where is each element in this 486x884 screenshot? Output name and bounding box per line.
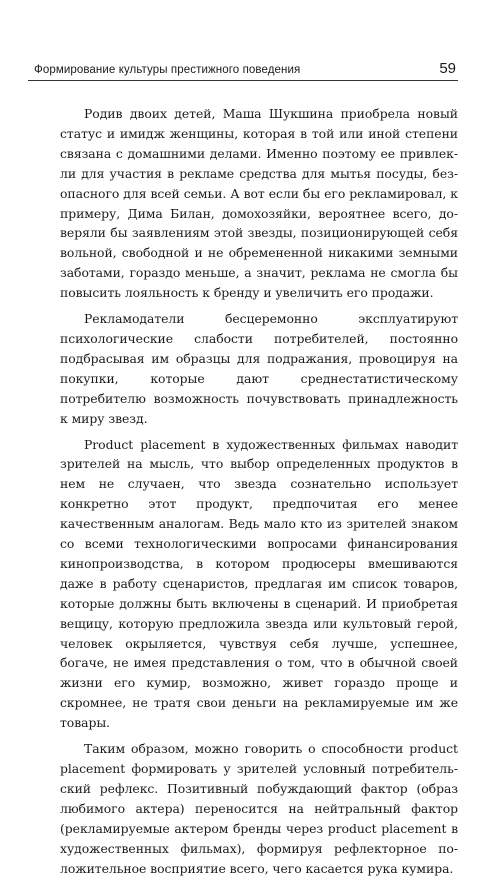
- running-header: [28, 58, 458, 81]
- paragraph: Product placement в художественных фильмах наводит зрителей на мысль, что выбор определенных продуктов в нем не случаен, что звезда сознательно использует конкретно этот продукт, предпочитая его менее качественным аналогам. Ведь мало кто из зрителей знаком со всеми технологическими вопросами финансирования кинопроизводства, в котором продюсеры вмешиваются даже в работу сценаристов, предлагая им список товаров, которые должны быть включены в сценарий. И приобретая вещицу, которую предложила звезда или культовый герой, человек окрыляется, чувствуя себя лучше, успешнее, богаче, не имея представления о том, что в обычной своей жизни его кумир, возможно, живет гораздо проще и скромнее, не тратя свои деньги на рекламируемые им же товары.: [60, 436, 458, 731]
- paragraph: Таким образом, можно говорить о способности product placement формировать у зрителей условный потребительский рефлекс. Позитивный побуждающий фактор (образ любимого актера) переносится на нейтральный фактор (рекламируемые актером бренды через product placement в художественных фильмах), формируя рефлекторное положительное восприятие всего, чего касается рука кумира.: [60, 741, 458, 876]
- running-header-title: Формирование культуры престижного поведения: [34, 64, 301, 76]
- paragraph: Родив двоих детей, Маша Шукшина приобрела новый статус и имидж женщины, которая в той или иной степени связана с домашними делами. Именно поэтому ее привлекли для участия в рекламе средства для мытья посуды, безопасного для всей семьи. А вот если бы его рекламировал, к примеру, Дима Билан, домохозяйки, вероятнее всего, доверяли бы заявлениям этой звезды, позиционирующей себя вольной, свободной и не обремененной никакими земными заботами, гораздо меньше, а значит, реклама не смогла бы повысить лояльность к бренду и увеличить его продажи.: [60, 106, 458, 301]
- paragraph: Рекламодатели бесцеремонно эксплуатируют психологические слабости потребителей, постоянно подбрасывая им образцы для подражания, провоцируя на покупки, которые дают среднестатистическому потребителю возможность почувствовать принадлежность к миру звезд.: [60, 311, 458, 426]
- page-number: 59: [439, 60, 456, 77]
- body-text: [60, 104, 458, 884]
